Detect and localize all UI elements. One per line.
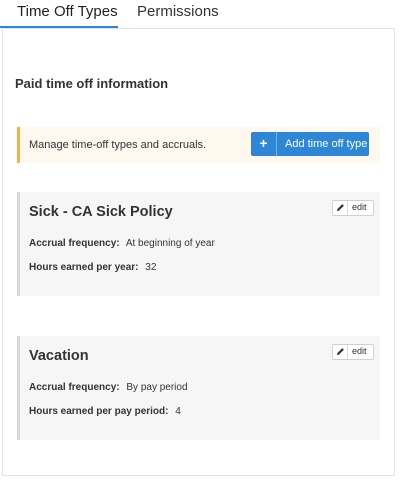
field-hours-earned bbox=[29, 406, 181, 417]
tab-permissions[interactable]: Permissions bbox=[137, 3, 219, 20]
tab-time-off-types[interactable]: Time Off Types bbox=[17, 3, 118, 20]
notice-text: Manage time-off types and accruals. bbox=[29, 139, 207, 151]
field-label: Accrual frequency: bbox=[29, 238, 120, 249]
add-time-off-type-button[interactable] bbox=[251, 132, 369, 156]
time-off-types-panel bbox=[2, 28, 395, 476]
field-accrual-frequency bbox=[29, 238, 215, 249]
tab-bar bbox=[0, 0, 400, 28]
field-accrual-frequency bbox=[29, 382, 188, 393]
edit-label: edit bbox=[352, 202, 367, 212]
field-value: At beginning of year bbox=[125, 238, 215, 249]
policy-title: Vacation bbox=[29, 348, 89, 364]
edit-button[interactable] bbox=[332, 344, 374, 360]
section-title: Paid time off information bbox=[15, 76, 169, 91]
field-value: 32 bbox=[145, 262, 157, 273]
manage-notice bbox=[17, 127, 380, 163]
field-value: By pay period bbox=[126, 382, 188, 393]
field-hours-earned bbox=[29, 262, 156, 273]
policy-card-sick bbox=[17, 192, 380, 296]
policy-card-vacation bbox=[17, 336, 380, 440]
add-time-off-type-label: Add time off type bbox=[285, 138, 368, 150]
edit-button[interactable] bbox=[332, 200, 374, 216]
field-label: Hours earned per year: bbox=[29, 262, 139, 273]
field-value: 4 bbox=[175, 406, 181, 417]
field-label: Accrual frequency: bbox=[29, 382, 120, 393]
pencil-icon bbox=[333, 201, 348, 215]
policy-title: Sick - CA Sick Policy bbox=[29, 204, 173, 220]
pencil-icon bbox=[333, 345, 348, 359]
field-label: Hours earned per pay period: bbox=[29, 406, 169, 417]
edit-label: edit bbox=[352, 346, 367, 356]
plus-icon: + bbox=[251, 132, 277, 156]
